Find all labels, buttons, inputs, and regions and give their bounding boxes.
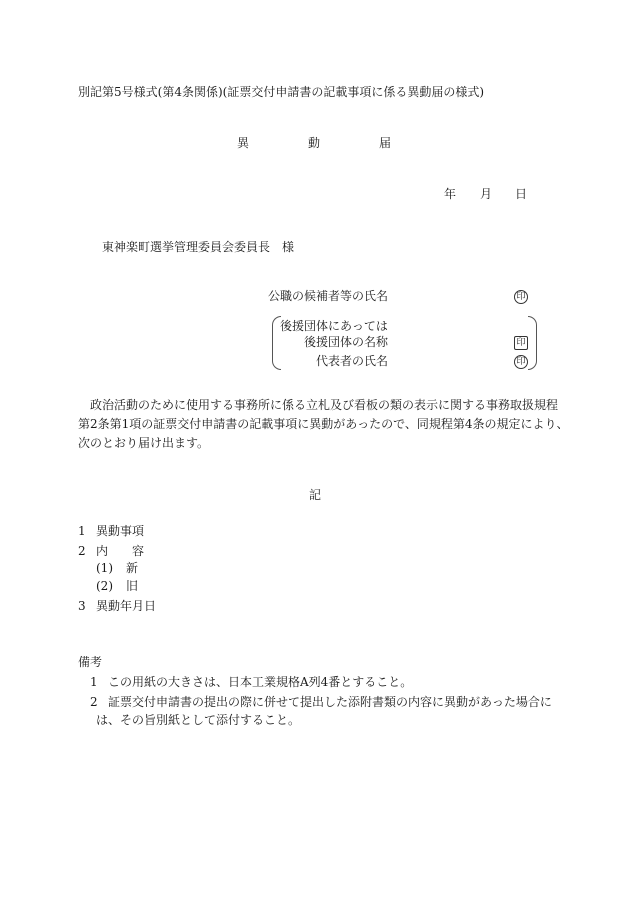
remark-2-num: 2	[90, 695, 98, 709]
ki-heading: 記	[309, 488, 322, 502]
seal-representative-icon: 印	[514, 355, 528, 369]
item-2-2-num: (2)	[96, 579, 113, 593]
item-2-1-num: (1)	[96, 561, 113, 575]
date-year-label: 年	[444, 187, 457, 201]
addressee: 東神楽町選挙管理委員会委員長 様	[102, 240, 295, 254]
item-2-2-text: 旧	[126, 579, 139, 593]
body-line-1: 政治活動のために使用する事務所に係る立札及び看板の類の表示に関する事務取扱規程	[90, 398, 559, 412]
remark-2-line-2: は、その旨別紙として添付すること。	[96, 713, 301, 727]
candidate-name-label: 公職の候補者等の氏名	[268, 289, 389, 303]
remark-1-line-1: この用紙の大きさは、日本工業規格A列4番とすること。	[108, 675, 413, 689]
remark-1-num: 1	[90, 675, 98, 689]
date-day-label: 日	[515, 187, 528, 201]
title-char-2: 動	[308, 136, 321, 150]
support-group-note: 後援団体にあっては	[280, 319, 388, 333]
item-1-num: 1	[78, 524, 86, 538]
seal-candidate-icon: 印	[514, 290, 528, 304]
item-2-num: 2	[78, 544, 86, 558]
seal-group-icon: 印	[514, 336, 528, 350]
item-2-1-text: 新	[126, 561, 139, 575]
item-3-text: 異動年月日	[96, 599, 157, 613]
title-char-1: 異	[237, 136, 250, 150]
date-month-label: 月	[480, 187, 493, 201]
support-group-name-label: 後援団体の名称	[304, 335, 389, 349]
body-line-2: 第2条第1項の証票交付申請書の記載事項に異動があったので、同規程第4条の規定により、	[78, 417, 569, 431]
form-caption: 別記第5号様式(第4条関係)(証票交付申請書の記載事項に係る異動届の様式)	[78, 85, 484, 99]
remarks-title: 備考	[78, 655, 103, 669]
item-1-text: 異動事項	[96, 524, 145, 538]
remark-2-line-1: 証票交付申請書の提出の際に併せて提出した添附書類の内容に異動があった場合に	[108, 695, 552, 709]
bracket-right	[528, 316, 537, 370]
item-3-num: 3	[78, 599, 86, 613]
body-line-3: 次のとおり届け出ます。	[78, 436, 210, 450]
representative-name-label: 代表者の氏名	[316, 354, 389, 368]
title-char-3: 届	[379, 136, 392, 150]
item-2-text: 内 容	[96, 544, 145, 558]
